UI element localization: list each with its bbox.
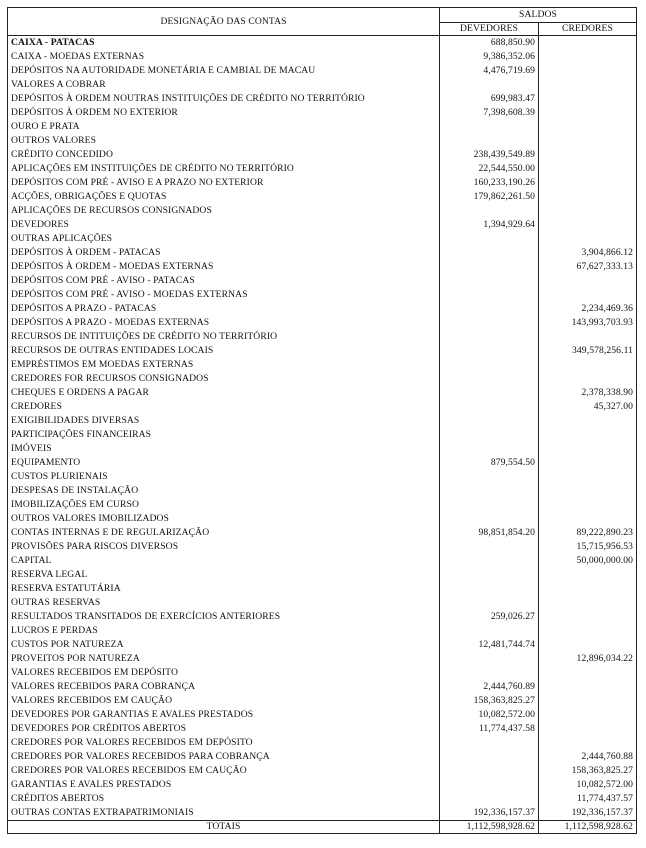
credit-cell: 67,627,333.13 [539,260,637,274]
account-name-cell: EQUIPAMENTO [8,456,440,470]
debit-cell: 22,544,550.00 [440,162,539,176]
credit-cell [539,666,637,680]
credit-cell: 349,578,256.11 [539,344,637,358]
debit-cell [440,358,539,372]
debit-cell [440,652,539,666]
debit-cell [440,470,539,484]
credit-cell [539,694,637,708]
account-name-cell: VALORES RECEBIDOS PARA COBRANÇA [8,680,440,694]
account-name-cell: VALORES RECEBIDOS EM DEPÓSITO [8,666,440,680]
debit-cell [440,274,539,288]
table-row [8,680,637,694]
debit-cell: 879,554.50 [440,456,539,470]
account-name-cell: DEPÓSITOS À ORDEM - PATACAS [8,246,440,260]
table-row [8,694,637,708]
table-row [8,638,637,652]
table-row [8,708,637,722]
credit-cell [539,120,637,134]
credit-cell [539,274,637,288]
account-name-cell: IMÓVEIS [8,442,440,456]
debit-cell [440,288,539,302]
table-row [8,288,637,302]
debit-cell: 259,026.27 [440,610,539,624]
debit-cell: 98,851,854.20 [440,526,539,540]
debit-cell [440,792,539,806]
table-row [8,624,637,638]
totals-debit: 1,112,598,928.62 [440,821,539,834]
debit-cell [440,512,539,526]
account-name-cell: DEVEDORES POR GARANTIAS E AVALES PRESTADOS [8,708,440,722]
balance-sheet-document [7,7,636,834]
account-name-cell: EMPRÉSTIMOS EM MOEDAS EXTERNAS [8,358,440,372]
debit-cell [440,554,539,568]
debit-cell: 11,774,437.58 [440,722,539,736]
debit-cell [440,498,539,512]
debit-cell: 192,336,157.37 [440,806,539,821]
credit-cell [539,568,637,582]
credit-cell: 45,327.00 [539,400,637,414]
debit-cell [440,596,539,610]
debit-cell [440,736,539,750]
table-row [8,344,637,358]
account-name-cell: CHEQUES E ORDENS A PAGAR [8,386,440,400]
credit-cell [539,414,637,428]
account-name-cell: CREDORES POR VALORES RECEBIDOS EM CAUÇÃO [8,764,440,778]
account-name-cell: DEPÓSITOS COM PRÉ - AVISO - PATACAS [8,274,440,288]
table-row [8,428,637,442]
table-row [8,78,637,92]
table-row [8,148,637,162]
credit-cell [539,498,637,512]
table-header [8,8,637,36]
credit-cell: 50,000,000.00 [539,554,637,568]
table-row [8,512,637,526]
account-name-cell: CRÉDITOS ABERTOS [8,792,440,806]
credit-cell [539,50,637,64]
credit-cell [539,204,637,218]
credit-cell: 2,234,469.36 [539,302,637,316]
credit-cell [539,190,637,204]
credit-cell [539,582,637,596]
debit-cell [440,568,539,582]
table-row [8,92,637,106]
debit-cell: 688,850.90 [440,36,539,51]
table-row [8,386,637,400]
account-name-cell: DESPESAS DE INSTALAÇÃO [8,484,440,498]
table-row [8,64,637,78]
account-name-cell: APLICAÇÕES EM INSTITUIÇÕES DE CRÉDITO NO TERRITÓRIO [8,162,440,176]
credit-cell [539,330,637,344]
account-name-cell: PROVEITOS POR NATUREZA [8,652,440,666]
account-name-cell: GARANTIAS E AVALES PRESTADOS [8,778,440,792]
credit-cell [539,36,637,51]
credit-cell [539,610,637,624]
credit-cell [539,372,637,386]
table-row [8,568,637,582]
credit-cell [539,442,637,456]
account-name-cell: RESULTADOS TRANSITADOS DE EXERCÍCIOS ANTERIORES [8,610,440,624]
account-name-cell: CREDORES POR VALORES RECEBIDOS EM DEPÓSITO [8,736,440,750]
credit-cell [539,78,637,92]
account-name-cell: CAIXA - PATACAS [8,36,440,51]
table-row [8,778,637,792]
table-row [8,806,637,821]
account-name-cell: OUTROS VALORES IMOBILIZADOS [8,512,440,526]
credit-cell [539,624,637,638]
credit-cell [539,218,637,232]
debit-cell [440,120,539,134]
account-name-cell: PROVISÕES PARA RISCOS DIVERSOS [8,540,440,554]
debit-cell [440,778,539,792]
table-row [8,120,637,134]
debit-cell: 158,363,825.27 [440,694,539,708]
credit-cell [539,484,637,498]
table-row [8,134,637,148]
account-name-cell: ACÇÕES, OBRIGAÇÕES E QUOTAS [8,190,440,204]
debit-cell [440,414,539,428]
totals-credit: 1,112,598,928.62 [539,821,637,834]
credit-cell [539,176,637,190]
debit-cell [440,400,539,414]
credit-cell: 12,896,034.22 [539,652,637,666]
account-name-cell: DEPÓSITOS A PRAZO - MOEDAS EXTERNAS [8,316,440,330]
table-row [8,204,637,218]
debit-cell [440,624,539,638]
debit-cell: 1,394,929.64 [440,218,539,232]
debit-cell: 179,862,261.50 [440,190,539,204]
debit-cell [440,344,539,358]
account-name-cell: CUSTOS PLURIENAIS [8,470,440,484]
account-name-cell: IMOBILIZAÇÕES EM CURSO [8,498,440,512]
credit-cell: 3,904,866.12 [539,246,637,260]
account-name-cell: CONTAS INTERNAS E DE REGULARIZAÇÃO [8,526,440,540]
account-name-cell: DEPÓSITOS À ORDEM NO EXTERIOR [8,106,440,120]
balance-table [7,7,637,834]
debit-cell [440,316,539,330]
account-name-cell: DEPÓSITOS A PRAZO - PATACAS [8,302,440,316]
debit-cell: 160,233,190.26 [440,176,539,190]
table-row [8,652,637,666]
debit-cell [440,750,539,764]
credit-cell: 192,336,157.37 [539,806,637,821]
account-name-cell: VALORES A COBRAR [8,78,440,92]
debit-cell [440,78,539,92]
table-row [8,554,637,568]
credit-cell [539,162,637,176]
debit-cell [440,232,539,246]
table-body [8,36,637,821]
accounts-column-header: DESIGNAÇÃO DAS CONTAS [8,8,440,36]
debit-cell: 4,476,719.69 [440,64,539,78]
debit-cell [440,386,539,400]
account-name-cell: APLICAÇÕES DE RECURSOS CONSIGNADOS [8,204,440,218]
debit-cell [440,134,539,148]
debit-cell [440,666,539,680]
debit-cell [440,428,539,442]
debit-cell: 2,444,760.89 [440,680,539,694]
debit-cell [440,330,539,344]
credit-cell: 158,363,825.27 [539,764,637,778]
account-name-cell: PARTICIPAÇÕES FINANCEIRAS [8,428,440,442]
credit-column-header: CREDORES [539,22,637,35]
account-name-cell: VALORES RECEBIDOS EM CAUÇÃO [8,694,440,708]
debit-cell: 7,398,608.39 [440,106,539,120]
table-row [8,498,637,512]
debit-cell [440,484,539,498]
table-row [8,414,637,428]
account-name-cell: DEPÓSITOS À ORDEM - MOEDAS EXTERNAS [8,260,440,274]
table-row [8,792,637,806]
account-name-cell: DEPÓSITOS NA AUTORIDADE MONETÁRIA E CAMBIAL DE MACAU [8,64,440,78]
account-name-cell: DEPÓSITOS COM PRÉ - AVISO - MOEDAS EXTERNAS [8,288,440,302]
table-row [8,302,637,316]
table-row [8,260,637,274]
table-row [8,162,637,176]
credit-cell [539,512,637,526]
account-name-cell: EXIGIBILIDADES DIVERSAS [8,414,440,428]
account-name-cell: OUTRAS CONTAS EXTRAPATRIMONIAIS [8,806,440,821]
balances-column-header: SALDOS [440,8,637,23]
table-row [8,274,637,288]
debit-cell [440,764,539,778]
table-row [8,316,637,330]
debit-cell [440,540,539,554]
table-row [8,50,637,64]
debit-cell: 238,439,549.89 [440,148,539,162]
table-row [8,470,637,484]
credit-cell [539,456,637,470]
credit-cell [539,92,637,106]
table-footer [8,821,637,834]
debit-cell [440,246,539,260]
table-row [8,190,637,204]
debit-cell [440,204,539,218]
credit-cell [539,64,637,78]
debit-cell [440,372,539,386]
credit-cell [539,680,637,694]
table-row [8,176,637,190]
table-row [8,764,637,778]
table-row [8,218,637,232]
account-name-cell: DEPÓSITOS À ORDEM NOUTRAS INSTITUIÇÕES DE CRÉDITO NO TERRITÓRIO [8,92,440,106]
account-name-cell: RESERVA ESTATUTÁRIA [8,582,440,596]
credit-cell [539,470,637,484]
credit-cell [539,106,637,120]
account-name-cell: RECURSOS DE INTITUIÇÕES DE CRÉDITO NO TERRITÓRIO [8,330,440,344]
table-row [8,540,637,554]
credit-cell: 2,444,760.88 [539,750,637,764]
table-row [8,596,637,610]
table-row [8,358,637,372]
table-row [8,456,637,470]
table-row [8,722,637,736]
table-row [8,736,637,750]
debit-cell: 12,481,744.74 [440,638,539,652]
table-row [8,582,637,596]
table-row [8,442,637,456]
debit-cell: 699,983.47 [440,92,539,106]
table-row [8,36,637,51]
debit-cell [440,442,539,456]
debit-cell: 9,386,352.06 [440,50,539,64]
account-name-cell: DEVEDORES [8,218,440,232]
account-name-cell: CRÉDITO CONCEDIDO [8,148,440,162]
credit-cell [539,288,637,302]
table-row [8,246,637,260]
credit-cell [539,148,637,162]
account-name-cell: RESERVA LEGAL [8,568,440,582]
credit-cell [539,722,637,736]
account-name-cell: OUTRAS APLICAÇÕES [8,232,440,246]
debit-cell [440,260,539,274]
credit-cell: 15,715,956.53 [539,540,637,554]
account-name-cell: CAPITAL [8,554,440,568]
totals-label: TOTAIS [8,821,440,834]
debit-cell [440,302,539,316]
table-row [8,232,637,246]
credit-cell: 89,222,890.23 [539,526,637,540]
credit-cell [539,736,637,750]
debit-cell: 10,082,572.00 [440,708,539,722]
account-name-cell: CREDORES POR VALORES RECEBIDOS PARA COBRANÇA [8,750,440,764]
credit-cell [539,232,637,246]
account-name-cell: DEVEDORES POR CRÉDITOS ABERTOS [8,722,440,736]
credit-cell: 11,774,437.57 [539,792,637,806]
account-name-cell: OUTRAS RESERVAS [8,596,440,610]
totals-row [8,821,637,834]
table-row [8,666,637,680]
credit-cell [539,134,637,148]
account-name-cell: CREDORES [8,400,440,414]
credit-cell [539,428,637,442]
account-name-cell: OUTROS VALORES [8,134,440,148]
table-row [8,610,637,624]
account-name-cell: CUSTOS POR NATUREZA [8,638,440,652]
debit-cell [440,582,539,596]
table-row [8,106,637,120]
debit-column-header: DEVEDORES [440,22,539,35]
credit-cell [539,596,637,610]
account-name-cell: CREDORES FOR RECURSOS CONSIGNADOS [8,372,440,386]
table-row [8,372,637,386]
account-name-cell: OURO E PRATA [8,120,440,134]
credit-cell: 10,082,572.00 [539,778,637,792]
account-name-cell: LUCROS E PERDAS [8,624,440,638]
credit-cell: 2,378,338.90 [539,386,637,400]
credit-cell [539,358,637,372]
table-row [8,750,637,764]
table-row [8,400,637,414]
credit-cell [539,638,637,652]
credit-cell: 143,993,703.93 [539,316,637,330]
credit-cell [539,708,637,722]
account-name-cell: RECURSOS DE OUTRAS ENTIDADES LOCAIS [8,344,440,358]
account-name-cell: DEPÓSITOS COM PRÉ - AVISO E A PRAZO NO EXTERIOR [8,176,440,190]
table-row [8,484,637,498]
account-name-cell: CAIXA - MOEDAS EXTERNAS [8,50,440,64]
table-row [8,526,637,540]
table-row [8,330,637,344]
